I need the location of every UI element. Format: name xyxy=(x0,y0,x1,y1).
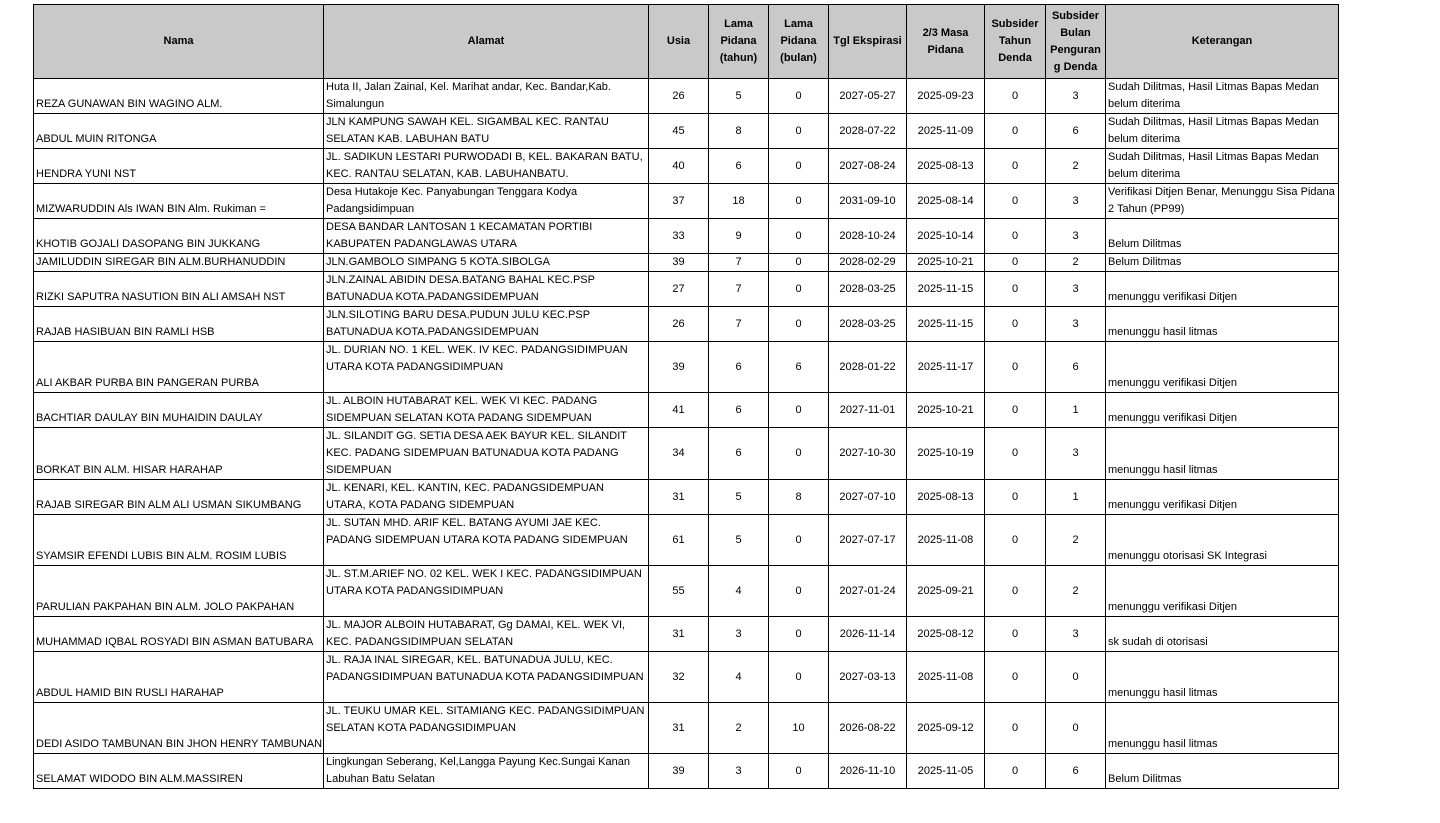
cell-usia: 37 xyxy=(649,184,709,219)
cell-alamat: JL. DURIAN NO. 1 KEL. WEK. IV KEC. PADANGSIDIMPUAN UTARA KOTA PADANGSIDIMPUAN xyxy=(324,342,649,393)
cell-keterangan: Sudah Dilitmas, Hasil Litmas Bapas Medan belum diterima xyxy=(1106,79,1339,114)
cell-subsider-tahun: 0 xyxy=(985,342,1046,393)
cell-alamat: Lingkungan Seberang, Kel,Langga Payung Kec.Sungai Kanan Labuhan Batu Selatan xyxy=(324,754,649,789)
cell-nama: REZA GUNAWAN BIN WAGINO ALM. xyxy=(34,79,324,114)
cell-usia: 45 xyxy=(649,114,709,149)
cell-tgl-ekspirasi: 2028-03-25 xyxy=(829,272,907,307)
header-nama: Nama xyxy=(34,5,324,79)
cell-lama-tahun: 3 xyxy=(709,617,769,652)
cell-subsider-bulan: 3 xyxy=(1046,219,1106,254)
cell-lama-tahun: 5 xyxy=(709,79,769,114)
cell-nama: ABDUL HAMID BIN RUSLI HARAHAP xyxy=(34,652,324,703)
cell-dua-pertiga: 2025-11-15 xyxy=(907,307,985,342)
cell-subsider-tahun: 0 xyxy=(985,617,1046,652)
cell-nama: KHOTIB GOJALI DASOPANG BIN JUKKANG xyxy=(34,219,324,254)
cell-alamat: JL. RAJA INAL SIREGAR, KEL. BATUNADUA JULU, KEC. PADANGSIDIMPUAN BATUNADUA KOTA PADANGSIDIMPUAN xyxy=(324,652,649,703)
cell-usia: 41 xyxy=(649,393,709,428)
cell-subsider-bulan: 3 xyxy=(1046,617,1106,652)
cell-tgl-ekspirasi: 2028-07-22 xyxy=(829,114,907,149)
table-row xyxy=(34,393,1339,428)
cell-dua-pertiga: 2025-10-21 xyxy=(907,393,985,428)
cell-usia: 39 xyxy=(649,254,709,272)
cell-tgl-ekspirasi: 2027-07-17 xyxy=(829,515,907,566)
table-row xyxy=(34,79,1339,114)
cell-lama-tahun: 18 xyxy=(709,184,769,219)
cell-lama-bulan: 0 xyxy=(769,617,829,652)
table-row xyxy=(34,480,1339,515)
cell-keterangan: menunggu hasil litmas xyxy=(1106,652,1339,703)
table-row xyxy=(34,566,1339,617)
cell-keterangan: Belum Dilitmas xyxy=(1106,754,1339,789)
header-tgl-ekspirasi: Tgl Ekspirasi xyxy=(829,5,907,79)
table-row xyxy=(34,428,1339,480)
header-dua-pertiga: 2/3 Masa Pidana xyxy=(907,5,985,79)
cell-lama-tahun: 5 xyxy=(709,515,769,566)
cell-dua-pertiga: 2025-10-19 xyxy=(907,428,985,480)
header-lama-bulan: Lama Pidana (bulan) xyxy=(769,5,829,79)
cell-keterangan: menunggu verifikasi Ditjen xyxy=(1106,566,1339,617)
cell-tgl-ekspirasi: 2027-03-13 xyxy=(829,652,907,703)
cell-subsider-bulan: 2 xyxy=(1046,515,1106,566)
cell-lama-bulan: 0 xyxy=(769,566,829,617)
table-row xyxy=(34,184,1339,219)
cell-dua-pertiga: 2025-08-12 xyxy=(907,617,985,652)
cell-lama-bulan: 0 xyxy=(769,652,829,703)
cell-nama: SELAMAT WIDODO BIN ALM.MASSIREN xyxy=(34,754,324,789)
cell-dua-pertiga: 2025-08-13 xyxy=(907,480,985,515)
cell-subsider-tahun: 0 xyxy=(985,219,1046,254)
cell-subsider-bulan: 2 xyxy=(1046,149,1106,184)
cell-tgl-ekspirasi: 2026-08-22 xyxy=(829,703,907,754)
cell-nama: BACHTIAR DAULAY BIN MUHAIDIN DAULAY xyxy=(34,393,324,428)
cell-tgl-ekspirasi: 2027-11-01 xyxy=(829,393,907,428)
cell-keterangan: menunggu hasil litmas xyxy=(1106,428,1339,480)
cell-subsider-bulan: 6 xyxy=(1046,754,1106,789)
table-row xyxy=(34,219,1339,254)
cell-lama-tahun: 4 xyxy=(709,566,769,617)
cell-subsider-bulan: 2 xyxy=(1046,254,1106,272)
table-row xyxy=(34,617,1339,652)
cell-lama-tahun: 7 xyxy=(709,272,769,307)
cell-subsider-tahun: 0 xyxy=(985,428,1046,480)
cell-dua-pertiga: 2025-11-08 xyxy=(907,652,985,703)
cell-nama: MUHAMMAD IQBAL ROSYADI BIN ASMAN BATUBARA xyxy=(34,617,324,652)
cell-subsider-bulan: 0 xyxy=(1046,703,1106,754)
cell-usia: 31 xyxy=(649,480,709,515)
inmate-table xyxy=(33,4,1339,789)
cell-subsider-tahun: 0 xyxy=(985,254,1046,272)
cell-tgl-ekspirasi: 2028-03-25 xyxy=(829,307,907,342)
cell-nama: PARULIAN PAKPAHAN BIN ALM. JOLO PAKPAHAN xyxy=(34,566,324,617)
cell-alamat: JLN.ZAINAL ABIDIN DESA.BATANG BAHAL KEC.PSP BATUNADUA KOTA.PADANGSIDEMPUAN xyxy=(324,272,649,307)
cell-dua-pertiga: 2025-09-21 xyxy=(907,566,985,617)
header-lama-tahun: Lama Pidana (tahun) xyxy=(709,5,769,79)
cell-alamat: JL. SILANDIT GG. SETIA DESA AEK BAYUR KEL. SILANDIT KEC. PADANG SIDEMPUAN BATUNADUA KOTA PADANG SIDEMPUAN xyxy=(324,428,649,480)
cell-lama-tahun: 4 xyxy=(709,652,769,703)
table-row xyxy=(34,307,1339,342)
cell-tgl-ekspirasi: 2031-09-10 xyxy=(829,184,907,219)
cell-keterangan: Belum Dilitmas xyxy=(1106,254,1339,272)
cell-lama-bulan: 0 xyxy=(769,307,829,342)
cell-subsider-tahun: 0 xyxy=(985,149,1046,184)
cell-keterangan: Verifikasi Ditjen Benar, Menunggu Sisa Pidana 2 Tahun (PP99) xyxy=(1106,184,1339,219)
cell-subsider-tahun: 0 xyxy=(985,703,1046,754)
cell-tgl-ekspirasi: 2028-01-22 xyxy=(829,342,907,393)
cell-subsider-bulan: 6 xyxy=(1046,114,1106,149)
cell-lama-tahun: 6 xyxy=(709,342,769,393)
cell-subsider-tahun: 0 xyxy=(985,184,1046,219)
cell-usia: 32 xyxy=(649,652,709,703)
cell-lama-bulan: 6 xyxy=(769,342,829,393)
cell-dua-pertiga: 2025-11-09 xyxy=(907,114,985,149)
cell-lama-bulan: 0 xyxy=(769,754,829,789)
table-row xyxy=(34,515,1339,566)
cell-subsider-tahun: 0 xyxy=(985,114,1046,149)
header-subsider-tahun: Subsider Tahun Denda xyxy=(985,5,1046,79)
cell-alamat: Huta II, Jalan Zainal, Kel. Marihat andar, Kec. Bandar,Kab. Simalungun xyxy=(324,79,649,114)
table-row xyxy=(34,254,1339,272)
cell-tgl-ekspirasi: 2027-07-10 xyxy=(829,480,907,515)
cell-keterangan: menunggu verifikasi Ditjen xyxy=(1106,342,1339,393)
cell-subsider-bulan: 3 xyxy=(1046,79,1106,114)
cell-usia: 34 xyxy=(649,428,709,480)
cell-keterangan: menunggu hasil litmas xyxy=(1106,703,1339,754)
cell-keterangan: Sudah Dilitmas, Hasil Litmas Bapas Medan belum diterima xyxy=(1106,114,1339,149)
cell-subsider-tahun: 0 xyxy=(985,652,1046,703)
cell-usia: 61 xyxy=(649,515,709,566)
cell-tgl-ekspirasi: 2028-10-24 xyxy=(829,219,907,254)
cell-subsider-bulan: 3 xyxy=(1046,428,1106,480)
cell-lama-tahun: 6 xyxy=(709,393,769,428)
cell-dua-pertiga: 2025-10-14 xyxy=(907,219,985,254)
cell-nama: RAJAB SIREGAR BIN ALM ALI USMAN SIKUMBANG xyxy=(34,480,324,515)
cell-lama-tahun: 9 xyxy=(709,219,769,254)
cell-alamat: JLN.GAMBOLO SIMPANG 5 KOTA.SIBOLGA xyxy=(324,254,649,272)
cell-lama-tahun: 6 xyxy=(709,428,769,480)
cell-nama: ABDUL MUIN RITONGA xyxy=(34,114,324,149)
cell-nama: RIZKI SAPUTRA NASUTION BIN ALI AMSAH NST xyxy=(34,272,324,307)
cell-lama-bulan: 0 xyxy=(769,219,829,254)
table-row xyxy=(34,114,1339,149)
cell-usia: 26 xyxy=(649,79,709,114)
cell-dua-pertiga: 2025-11-15 xyxy=(907,272,985,307)
table-header xyxy=(34,5,1339,79)
cell-lama-tahun: 7 xyxy=(709,307,769,342)
cell-keterangan: menunggu verifikasi Ditjen xyxy=(1106,393,1339,428)
cell-subsider-tahun: 0 xyxy=(985,754,1046,789)
cell-usia: 27 xyxy=(649,272,709,307)
cell-lama-bulan: 10 xyxy=(769,703,829,754)
cell-alamat: JLN.SILOTING BARU DESA.PUDUN JULU KEC.PSP BATUNADUA KOTA.PADANGSIDEMPUAN xyxy=(324,307,649,342)
cell-usia: 39 xyxy=(649,754,709,789)
cell-lama-tahun: 5 xyxy=(709,480,769,515)
table-row xyxy=(34,149,1339,184)
table-row xyxy=(34,272,1339,307)
cell-dua-pertiga: 2025-11-05 xyxy=(907,754,985,789)
cell-alamat: JL. KENARI, KEL. KANTIN, KEC. PADANGSIDEMPUAN UTARA, KOTA PADANG SIDEMPUAN xyxy=(324,480,649,515)
cell-lama-bulan: 0 xyxy=(769,79,829,114)
cell-keterangan: menunggu otorisasi SK Integrasi xyxy=(1106,515,1339,566)
cell-keterangan: Belum Dilitmas xyxy=(1106,219,1339,254)
cell-subsider-tahun: 0 xyxy=(985,480,1046,515)
cell-lama-bulan: 0 xyxy=(769,428,829,480)
cell-subsider-tahun: 0 xyxy=(985,566,1046,617)
table-row xyxy=(34,342,1339,393)
header-subsider-bulan: Subsider Bulan Penguran g Denda xyxy=(1046,5,1106,79)
cell-usia: 33 xyxy=(649,219,709,254)
cell-lama-bulan: 0 xyxy=(769,515,829,566)
cell-dua-pertiga: 2025-08-13 xyxy=(907,149,985,184)
cell-lama-tahun: 2 xyxy=(709,703,769,754)
cell-keterangan: menunggu hasil litmas xyxy=(1106,307,1339,342)
cell-usia: 39 xyxy=(649,342,709,393)
cell-tgl-ekspirasi: 2028-02-29 xyxy=(829,254,907,272)
cell-alamat: JL. SADIKUN LESTARI PURWODADI B, KEL. BAKARAN BATU, KEC. RANTAU SELATAN, KAB. LABUHANBATU. xyxy=(324,149,649,184)
cell-lama-bulan: 0 xyxy=(769,393,829,428)
header-keterangan: Keterangan xyxy=(1106,5,1339,79)
cell-subsider-bulan: 0 xyxy=(1046,652,1106,703)
cell-subsider-bulan: 3 xyxy=(1046,272,1106,307)
table-row xyxy=(34,754,1339,789)
cell-tgl-ekspirasi: 2027-05-27 xyxy=(829,79,907,114)
cell-dua-pertiga: 2025-11-08 xyxy=(907,515,985,566)
cell-subsider-tahun: 0 xyxy=(985,79,1046,114)
cell-lama-tahun: 7 xyxy=(709,254,769,272)
cell-keterangan: sk sudah di otorisasi xyxy=(1106,617,1339,652)
cell-subsider-bulan: 2 xyxy=(1046,566,1106,617)
cell-subsider-tahun: 0 xyxy=(985,272,1046,307)
cell-dua-pertiga: 2025-08-14 xyxy=(907,184,985,219)
table-body xyxy=(34,79,1339,789)
cell-nama: SYAMSIR EFENDI LUBIS BIN ALM. ROSIM LUBIS xyxy=(34,515,324,566)
cell-subsider-tahun: 0 xyxy=(985,393,1046,428)
cell-lama-bulan: 8 xyxy=(769,480,829,515)
cell-alamat: JLN KAMPUNG SAWAH KEL. SIGAMBAL KEC. RANTAU SELATAN KAB. LABUHAN BATU xyxy=(324,114,649,149)
cell-subsider-bulan: 1 xyxy=(1046,393,1106,428)
cell-dua-pertiga: 2025-09-12 xyxy=(907,703,985,754)
cell-usia: 40 xyxy=(649,149,709,184)
cell-tgl-ekspirasi: 2027-10-30 xyxy=(829,428,907,480)
cell-lama-bulan: 0 xyxy=(769,254,829,272)
cell-dua-pertiga: 2025-10-21 xyxy=(907,254,985,272)
cell-nama: BORKAT BIN ALM. HISAR HARAHAP xyxy=(34,428,324,480)
cell-tgl-ekspirasi: 2027-08-24 xyxy=(829,149,907,184)
cell-lama-tahun: 8 xyxy=(709,114,769,149)
cell-alamat: JL. ST.M.ARIEF NO. 02 KEL. WEK I KEC. PADANGSIDIMPUAN UTARA KOTA PADANGSIDIMPUAN xyxy=(324,566,649,617)
table-row xyxy=(34,652,1339,703)
cell-subsider-tahun: 0 xyxy=(985,515,1046,566)
cell-usia: 31 xyxy=(649,617,709,652)
cell-alamat: JL. TEUKU UMAR KEL. SITAMIANG KEC. PADANGSIDIMPUAN SELATAN KOTA PADANGSIDIMPUAN xyxy=(324,703,649,754)
cell-nama: MIZWARUDDIN Als IWAN BIN Alm. Rukiman = xyxy=(34,184,324,219)
cell-keterangan: menunggu verifikasi Ditjen xyxy=(1106,272,1339,307)
cell-nama: DEDI ASIDO TAMBUNAN BIN JHON HENRY TAMBUNAN xyxy=(34,703,324,754)
cell-alamat: Desa Hutakoje Kec. Panyabungan Tenggara Kodya Padangsidimpuan xyxy=(324,184,649,219)
cell-alamat: DESA BANDAR LANTOSAN 1 KECAMATAN PORTIBI KABUPATEN PADANGLAWAS UTARA xyxy=(324,219,649,254)
header-usia: Usia xyxy=(649,5,709,79)
cell-lama-bulan: 0 xyxy=(769,114,829,149)
cell-subsider-bulan: 6 xyxy=(1046,342,1106,393)
cell-tgl-ekspirasi: 2026-11-14 xyxy=(829,617,907,652)
cell-lama-bulan: 0 xyxy=(769,272,829,307)
cell-keterangan: Sudah Dilitmas, Hasil Litmas Bapas Medan belum diterima xyxy=(1106,149,1339,184)
cell-subsider-tahun: 0 xyxy=(985,307,1046,342)
cell-tgl-ekspirasi: 2027-01-24 xyxy=(829,566,907,617)
table-row xyxy=(34,703,1339,754)
cell-lama-tahun: 3 xyxy=(709,754,769,789)
header-alamat: Alamat xyxy=(324,5,649,79)
cell-usia: 55 xyxy=(649,566,709,617)
cell-keterangan: menunggu verifikasi Ditjen xyxy=(1106,480,1339,515)
cell-usia: 26 xyxy=(649,307,709,342)
cell-nama: HENDRA YUNI NST xyxy=(34,149,324,184)
cell-alamat: JL. SUTAN MHD. ARIF KEL. BATANG AYUMI JAE KEC. PADANG SIDEMPUAN UTARA KOTA PADANG SIDEMPUAN xyxy=(324,515,649,566)
cell-dua-pertiga: 2025-09-23 xyxy=(907,79,985,114)
cell-nama: RAJAB HASIBUAN BIN RAMLI HSB xyxy=(34,307,324,342)
cell-usia: 31 xyxy=(649,703,709,754)
cell-lama-bulan: 0 xyxy=(769,184,829,219)
cell-lama-bulan: 0 xyxy=(769,149,829,184)
cell-lama-tahun: 6 xyxy=(709,149,769,184)
cell-tgl-ekspirasi: 2026-11-10 xyxy=(829,754,907,789)
cell-nama: JAMILUDDIN SIREGAR BIN ALM.BURHANUDDIN xyxy=(34,254,324,272)
cell-alamat: JL. MAJOR ALBOIN HUTABARAT, Gg DAMAI, KEL. WEK VI, KEC. PADANGSIDIMPUAN SELATAN xyxy=(324,617,649,652)
cell-subsider-bulan: 1 xyxy=(1046,480,1106,515)
cell-alamat: JL. ALBOIN HUTABARAT KEL. WEK VI KEC. PADANG SIDEMPUAN SELATAN KOTA PADANG SIDEMPUAN xyxy=(324,393,649,428)
cell-subsider-bulan: 3 xyxy=(1046,307,1106,342)
cell-dua-pertiga: 2025-11-17 xyxy=(907,342,985,393)
cell-subsider-bulan: 3 xyxy=(1046,184,1106,219)
cell-nama: ALI AKBAR PURBA BIN PANGERAN PURBA xyxy=(34,342,324,393)
